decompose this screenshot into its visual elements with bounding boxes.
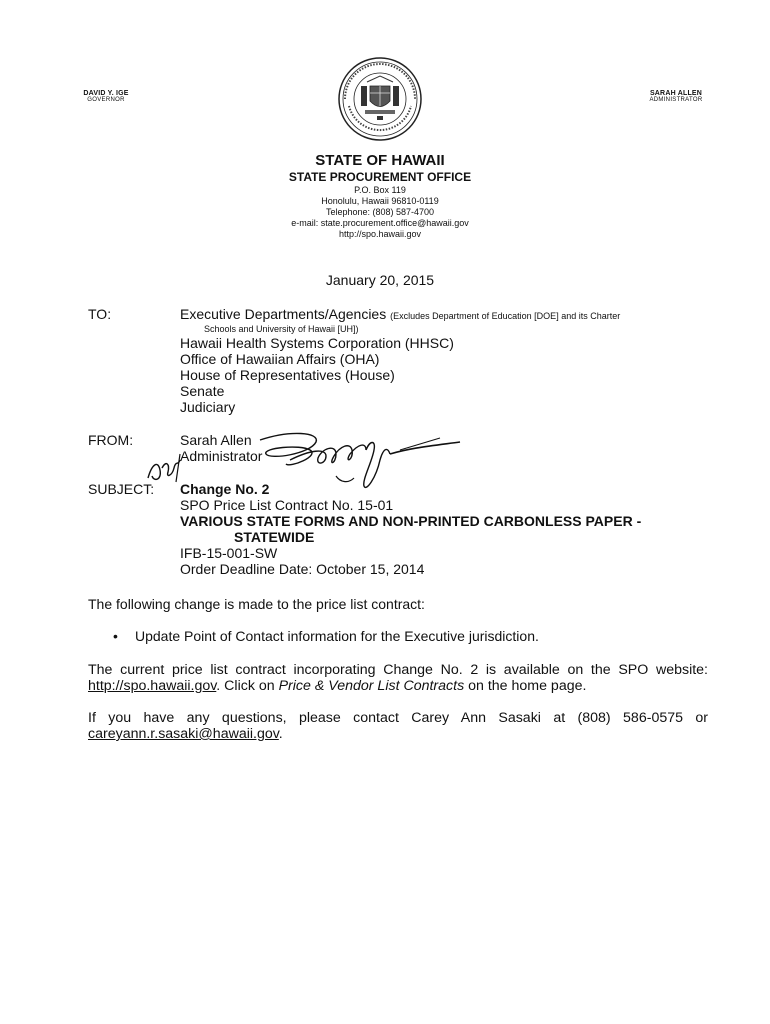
state-heading: STATE OF HAWAII [315, 152, 445, 169]
subject-order-deadline: Order Deadline Date: October 15, 2014 [180, 561, 425, 577]
from-name: Sarah Allen [180, 432, 252, 448]
contact-email-link[interactable]: careyann.r.sasaki@hawaii.gov [88, 726, 279, 742]
subject-contract-title-2: STATEWIDE [234, 529, 315, 545]
spo-website-link[interactable]: http://spo.hawaii.gov [88, 678, 217, 694]
subject-label: SUBJECT: [88, 481, 155, 497]
office-address-2: Honolulu, Hawaii 96810-0119 [321, 196, 439, 206]
subject-contract-title: VARIOUS STATE FORMS AND NON-PRINTED CARBONLESS PAPER - [180, 513, 642, 529]
contact-paragraph-text-2: . [278, 726, 283, 742]
to-recipients [180, 306, 700, 415]
website-paragraph-text: The current price list contract incorporating Change No. 2 is available on the SPO website: [88, 662, 708, 678]
contact-paragraph-text: If you have any questions, please contact Carey Ann Sasaki at (808) 586-0575 or [88, 710, 708, 726]
body-intro: The following change is made to the price list contract: [88, 596, 425, 612]
recipient-senate: Senate [180, 383, 225, 399]
recipient-house: House of Representatives (House) [180, 367, 395, 383]
body-paragraph-contact [88, 710, 708, 742]
price-vendor-list-contracts: Price & Vendor List Contracts [278, 678, 465, 694]
subject-block [180, 481, 641, 577]
from-label: FROM: [88, 432, 134, 448]
website-paragraph-text-2: . Click on [216, 678, 279, 694]
subject-change-number: Change No. 2 [180, 481, 270, 497]
letter-date: January 20, 2015 [325, 272, 435, 288]
state-seal [337, 56, 423, 142]
administrator-name: SARAH ALLEN [649, 90, 703, 97]
office-name: STATE PROCUREMENT OFFICE [288, 170, 472, 184]
office-email[interactable]: e-mail: state.procurement.office@hawaii.gov [291, 218, 469, 228]
letterhead-left [66, 90, 146, 103]
seal-emblem-icon [337, 56, 423, 142]
recipient-executive-note: (Excludes Department of Education [DOE] and its Charter [390, 311, 621, 321]
governor-name: DAVID Y. IGE [83, 90, 129, 97]
body-bullet-item [113, 628, 539, 644]
recipient-judiciary: Judiciary [180, 399, 236, 415]
recipient-hhsc: Hawaii Health Systems Corporation (HHSC) [180, 335, 454, 351]
office-phone: Telephone: (808) 587-4700 [325, 207, 435, 217]
administrator-title: ADMINISTRATOR [649, 97, 703, 103]
body-paragraph-website [88, 662, 708, 694]
from-title: Administrator [180, 448, 263, 464]
letterhead-right [636, 90, 716, 103]
subject-ifb-number: IFB-15-001-SW [180, 545, 278, 561]
bullet-text: Update Point of Contact information for the Executive jurisdiction. [135, 628, 539, 644]
subject-contract-number: SPO Price List Contract No. 15-01 [180, 497, 394, 513]
to-label: TO: [88, 306, 112, 322]
recipient-executive-note-2: Schools and University of Hawaii [UH]) [204, 324, 359, 334]
governor-title: GOVERNOR [87, 97, 125, 103]
office-website[interactable]: http://spo.hawaii.gov [338, 229, 422, 239]
bullet-icon: • [113, 628, 118, 644]
website-paragraph-text-3: on the home page. [464, 678, 587, 694]
recipient-executive: Executive Departments/Agencies [180, 306, 387, 322]
recipient-oha: Office of Hawaiian Affairs (OHA) [180, 351, 380, 367]
office-address-1: P.O. Box 119 [354, 185, 406, 195]
office-block [230, 152, 530, 240]
